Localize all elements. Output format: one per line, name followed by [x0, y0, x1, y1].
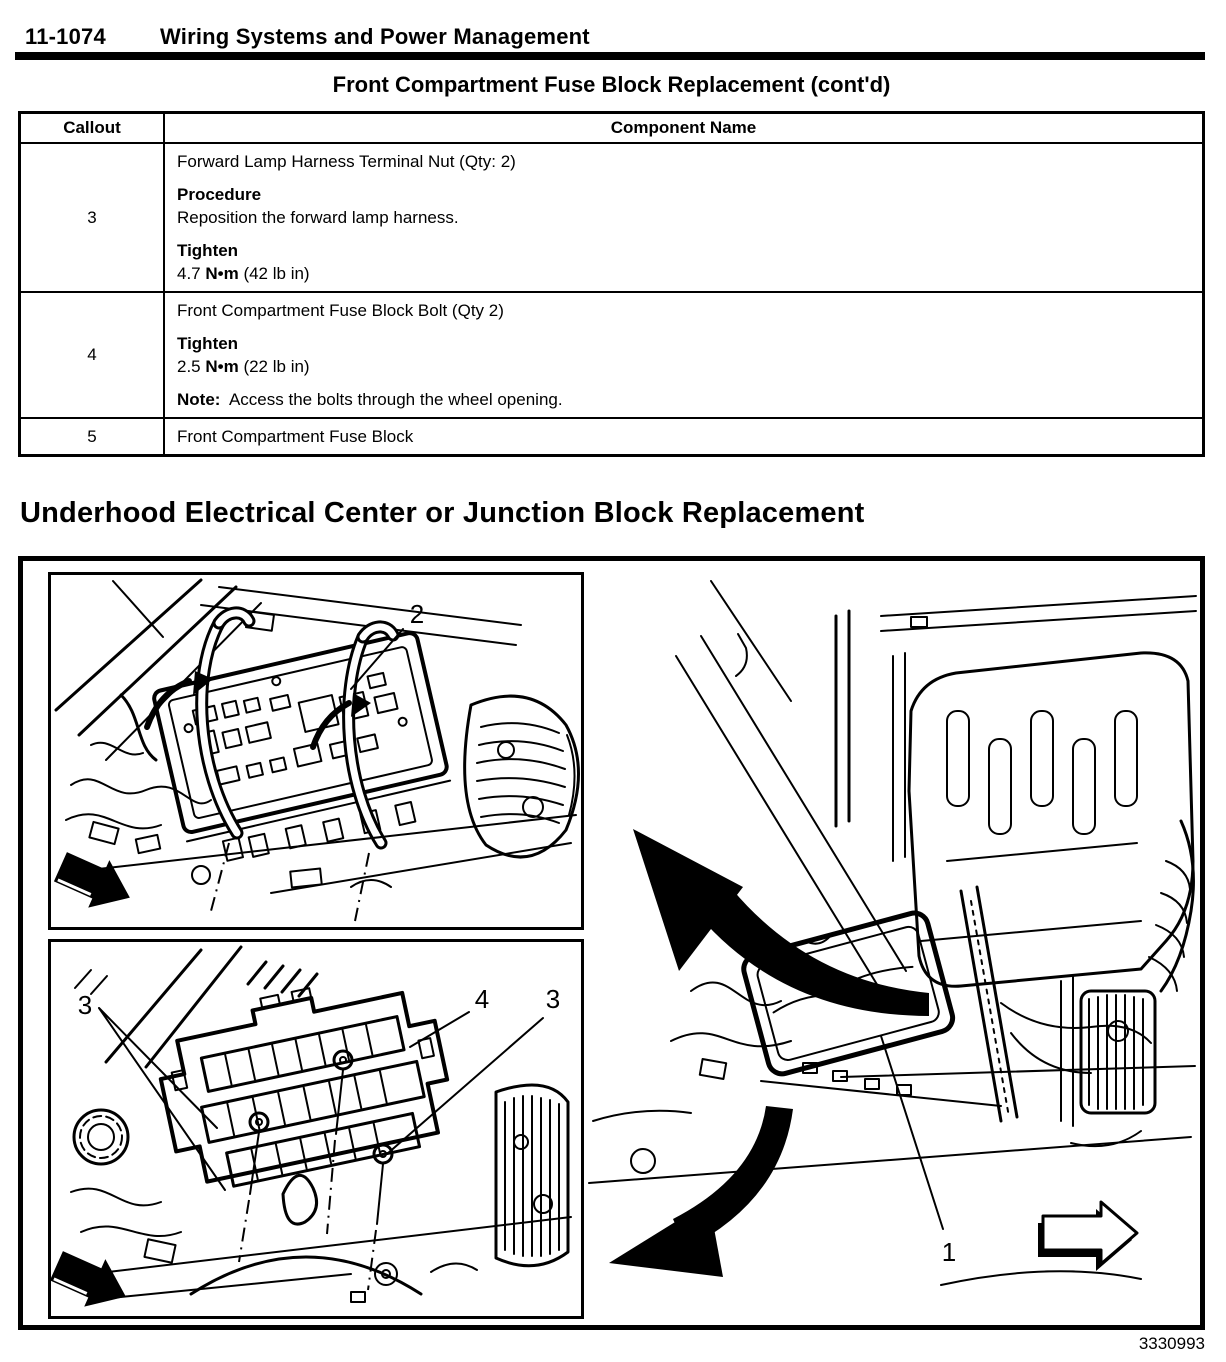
header-rule — [15, 52, 1205, 60]
component-cell — [164, 143, 1204, 292]
locator-line — [355, 853, 369, 921]
component-text-line: Note: Access the bolts through the wheel opening. — [177, 390, 563, 409]
component-text-line: Forward Lamp Harness Terminal Nut (Qty: 2) — [177, 152, 516, 171]
figure-number: 3330993 — [1138, 1334, 1205, 1353]
callout-4 — [410, 984, 489, 1047]
component-text-line: Front Compartment Fuse Block — [177, 427, 414, 446]
direction-arrow-icon — [1038, 1202, 1137, 1271]
alternator-drawing — [465, 696, 579, 857]
component-cell — [164, 418, 1204, 456]
component-text-line: 4.7 N•m (42 lb in) — [177, 264, 310, 283]
oil-cap-drawing — [74, 1110, 128, 1164]
callout-cell: 4 — [20, 292, 165, 418]
fastener-view-drawing — [51, 942, 581, 1316]
section-heading: Underhood Electrical Center or Junction Block Replacement — [20, 497, 865, 529]
bracket-view-drawing — [51, 575, 581, 927]
alternator-drawing — [1001, 976, 1155, 1146]
callout-2-label: 2 — [409, 599, 425, 629]
figure-box — [18, 556, 1205, 1330]
column-header-component: Component Name — [164, 113, 1204, 144]
callout-3-left-label: 3 — [77, 990, 93, 1020]
component-cell — [164, 292, 1204, 418]
component-text-line: Tighten — [177, 241, 239, 260]
view-arrow-icon — [51, 1242, 136, 1316]
body-structure-lines — [75, 947, 317, 1067]
component-text-line: Reposition the forward lamp harness. — [177, 208, 459, 227]
table-title: Front Compartment Fuse Block Replacement (cont'd) — [332, 72, 891, 97]
component-text-line: Tighten — [177, 334, 239, 353]
callout-table — [18, 111, 1205, 457]
callout-cell: 3 — [20, 143, 165, 292]
engine-view — [581, 561, 1200, 1325]
harness-lines — [71, 1175, 477, 1302]
callout-3-right — [387, 984, 560, 1154]
table-row — [20, 143, 1204, 292]
locator-line — [211, 843, 229, 911]
callout-1 — [881, 1036, 956, 1267]
component-text-line: Procedure — [177, 185, 262, 204]
table-row — [20, 292, 1204, 418]
panel-bracket-view — [48, 572, 584, 930]
column-header-callout: Callout — [20, 113, 165, 144]
component-text-line: Front Compartment Fuse Block Bolt (Qty 2) — [177, 301, 504, 320]
engine-view-drawing — [581, 561, 1200, 1325]
engine-cover-drawing — [909, 653, 1193, 986]
alternator-drawing — [496, 1085, 568, 1266]
callout-1-label: 1 — [941, 1237, 957, 1267]
callout-4-label: 4 — [474, 984, 490, 1014]
page-number: 11-1074 — [25, 24, 106, 49]
bracket-rail-drawing — [961, 887, 1017, 1121]
body-structure-lines — [56, 580, 521, 760]
harness-lines — [66, 695, 211, 853]
callout-3-right-label: 3 — [545, 984, 561, 1014]
curved-arrow-down-icon — [609, 1106, 793, 1277]
chapter-title: Wiring Systems and Power Management — [160, 24, 590, 49]
table-body — [20, 143, 1204, 456]
callout-1-leader — [881, 1036, 943, 1229]
callout-cell: 5 — [20, 418, 165, 456]
view-arrow-icon — [51, 843, 140, 921]
ground-lines — [63, 815, 576, 893]
table-header-row — [20, 113, 1204, 144]
table-row — [20, 418, 1204, 456]
component-text-line: 2.5 N•m (22 lb in) — [177, 357, 310, 376]
panel-fastener-view — [48, 939, 584, 1319]
fuse-block-underside-drawing — [149, 964, 460, 1196]
callout-table-wrap — [18, 111, 1205, 457]
fuse-block-base-drawing — [631, 982, 1001, 1173]
